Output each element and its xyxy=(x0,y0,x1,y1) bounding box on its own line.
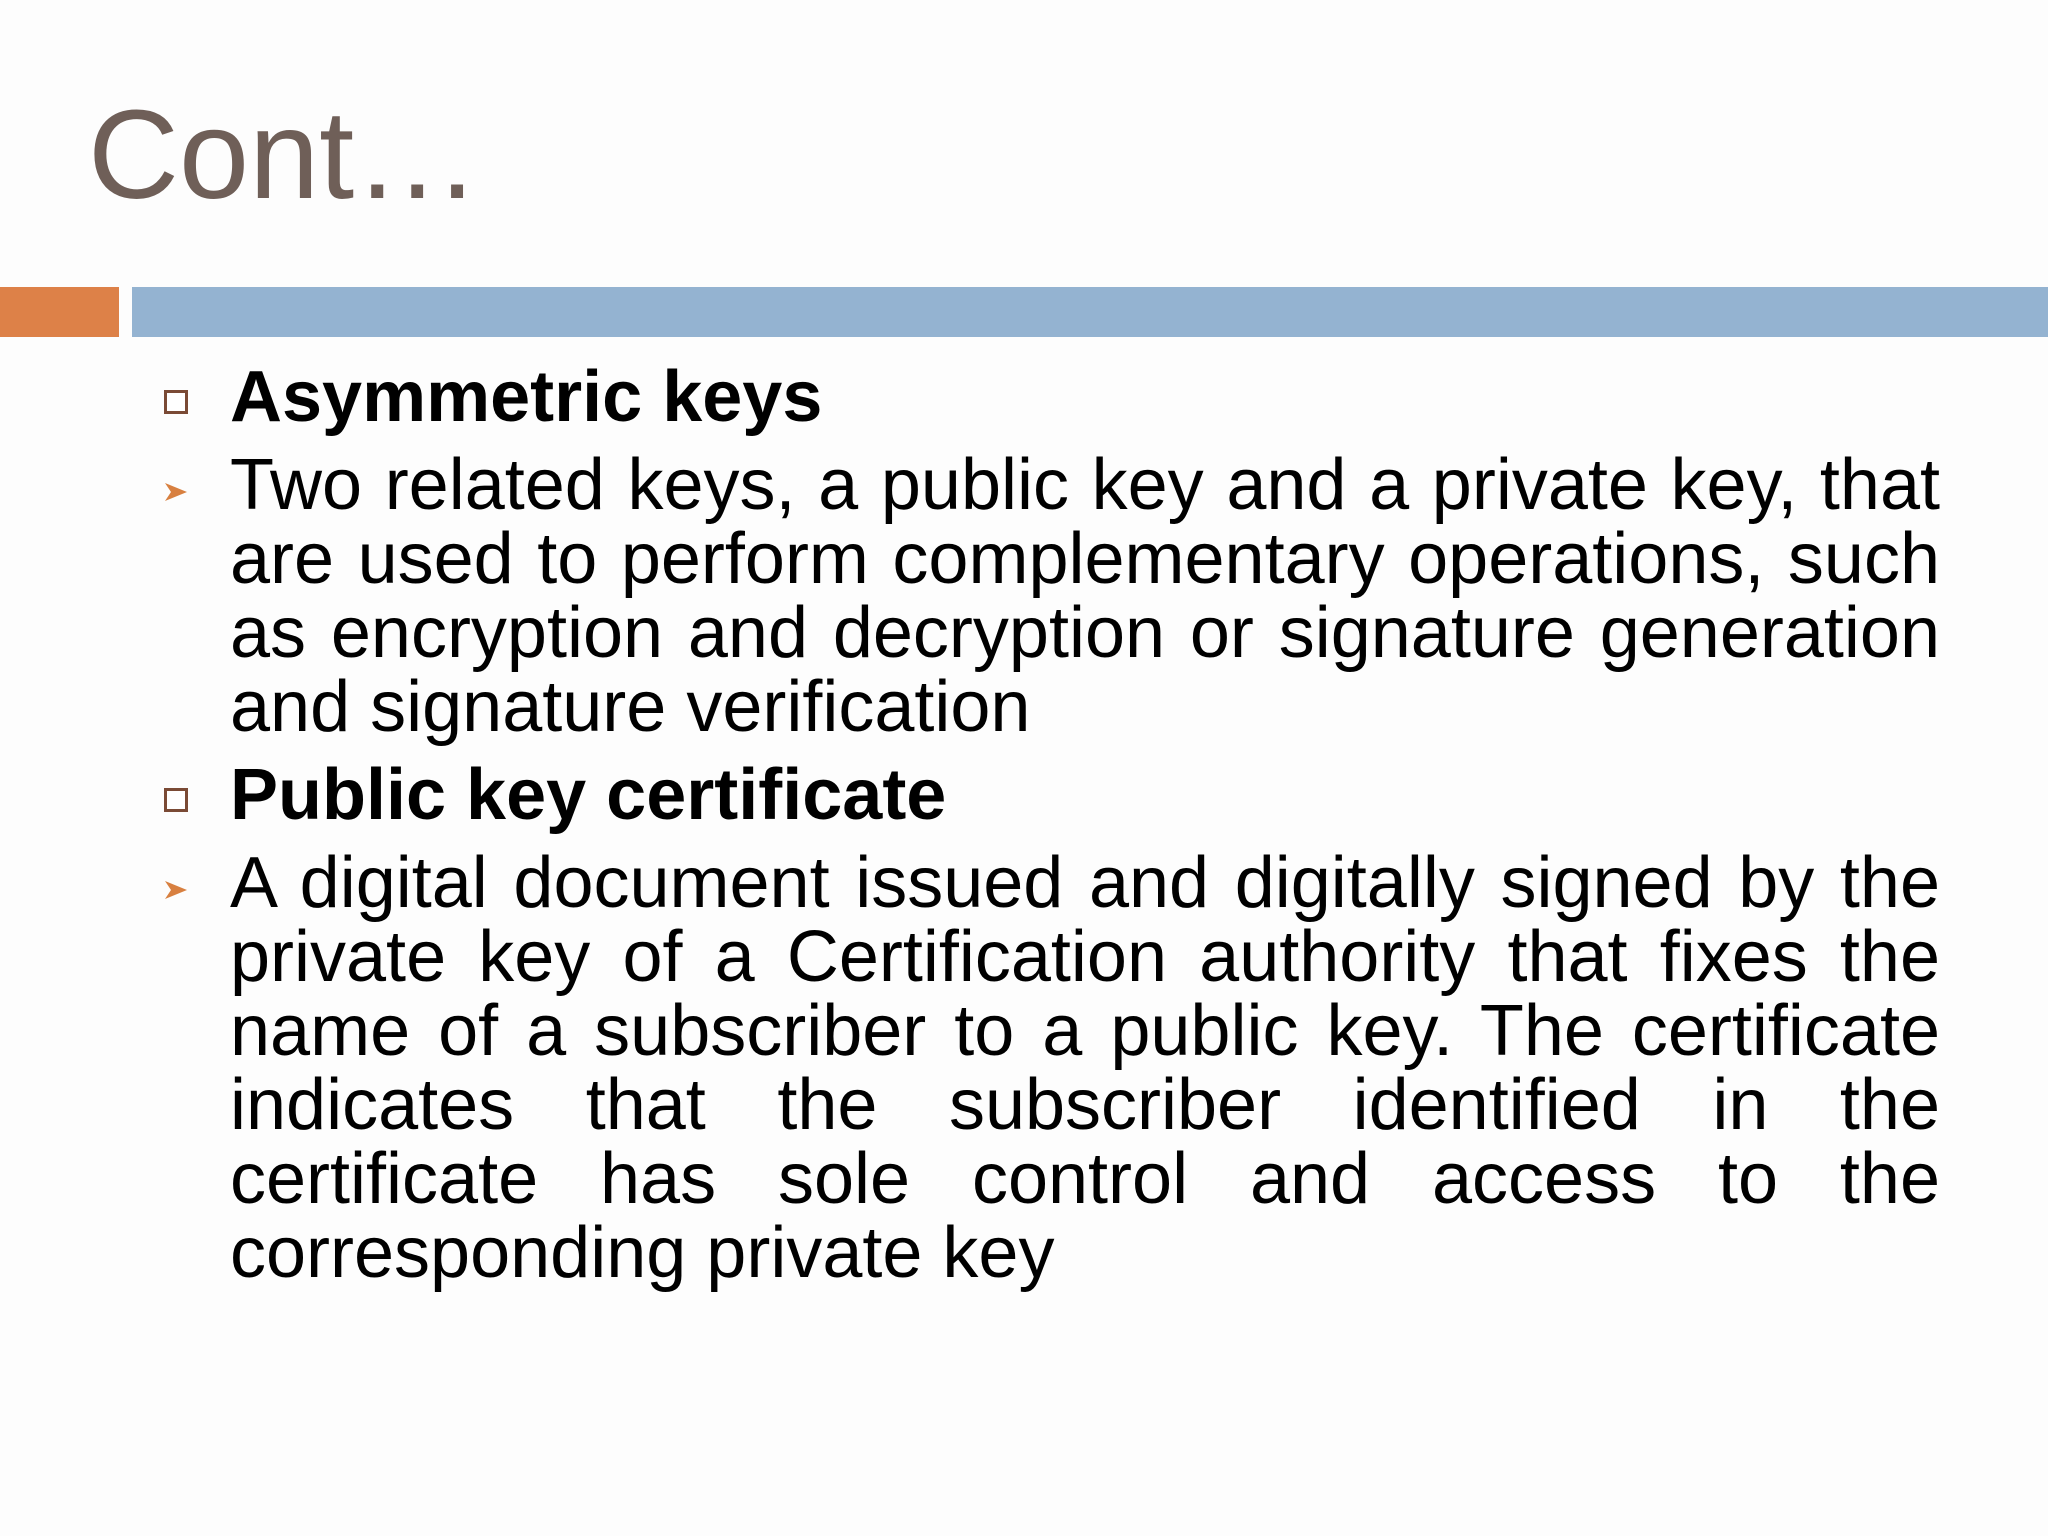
bullet-item-paragraph xyxy=(150,445,1940,747)
bullet-item-heading xyxy=(150,755,1940,835)
arrow-bullet-icon xyxy=(162,878,190,902)
square-bullet-icon xyxy=(164,390,188,414)
bullet-paragraph-text: Two related keys, a public key and a private key, that are used to perform complementary operations, such as encryption and decryption or signature generation and signature verification xyxy=(230,445,1940,747)
bullet-item-paragraph xyxy=(150,843,1940,1293)
title-accent-bar-blue xyxy=(132,287,2048,337)
square-bullet-icon xyxy=(164,788,188,812)
bullet-paragraph-text: A digital document issued and digitally signed by the private key of a Certification authority that fixes the name of a subscriber to a public key. The certificate indicates that the subscriber identified in the certificate has sole control and access to the corresponding private key xyxy=(230,843,1940,1293)
slide-title: Cont… xyxy=(88,84,481,225)
title-accent-bar-orange xyxy=(0,287,119,337)
arrow-bullet-icon xyxy=(162,480,190,504)
bullet-item-heading xyxy=(150,357,1940,437)
bullet-heading-text: Asymmetric keys xyxy=(230,357,823,437)
bullet-heading-text: Public key certificate xyxy=(230,755,947,835)
bullet-list xyxy=(150,357,1940,1304)
